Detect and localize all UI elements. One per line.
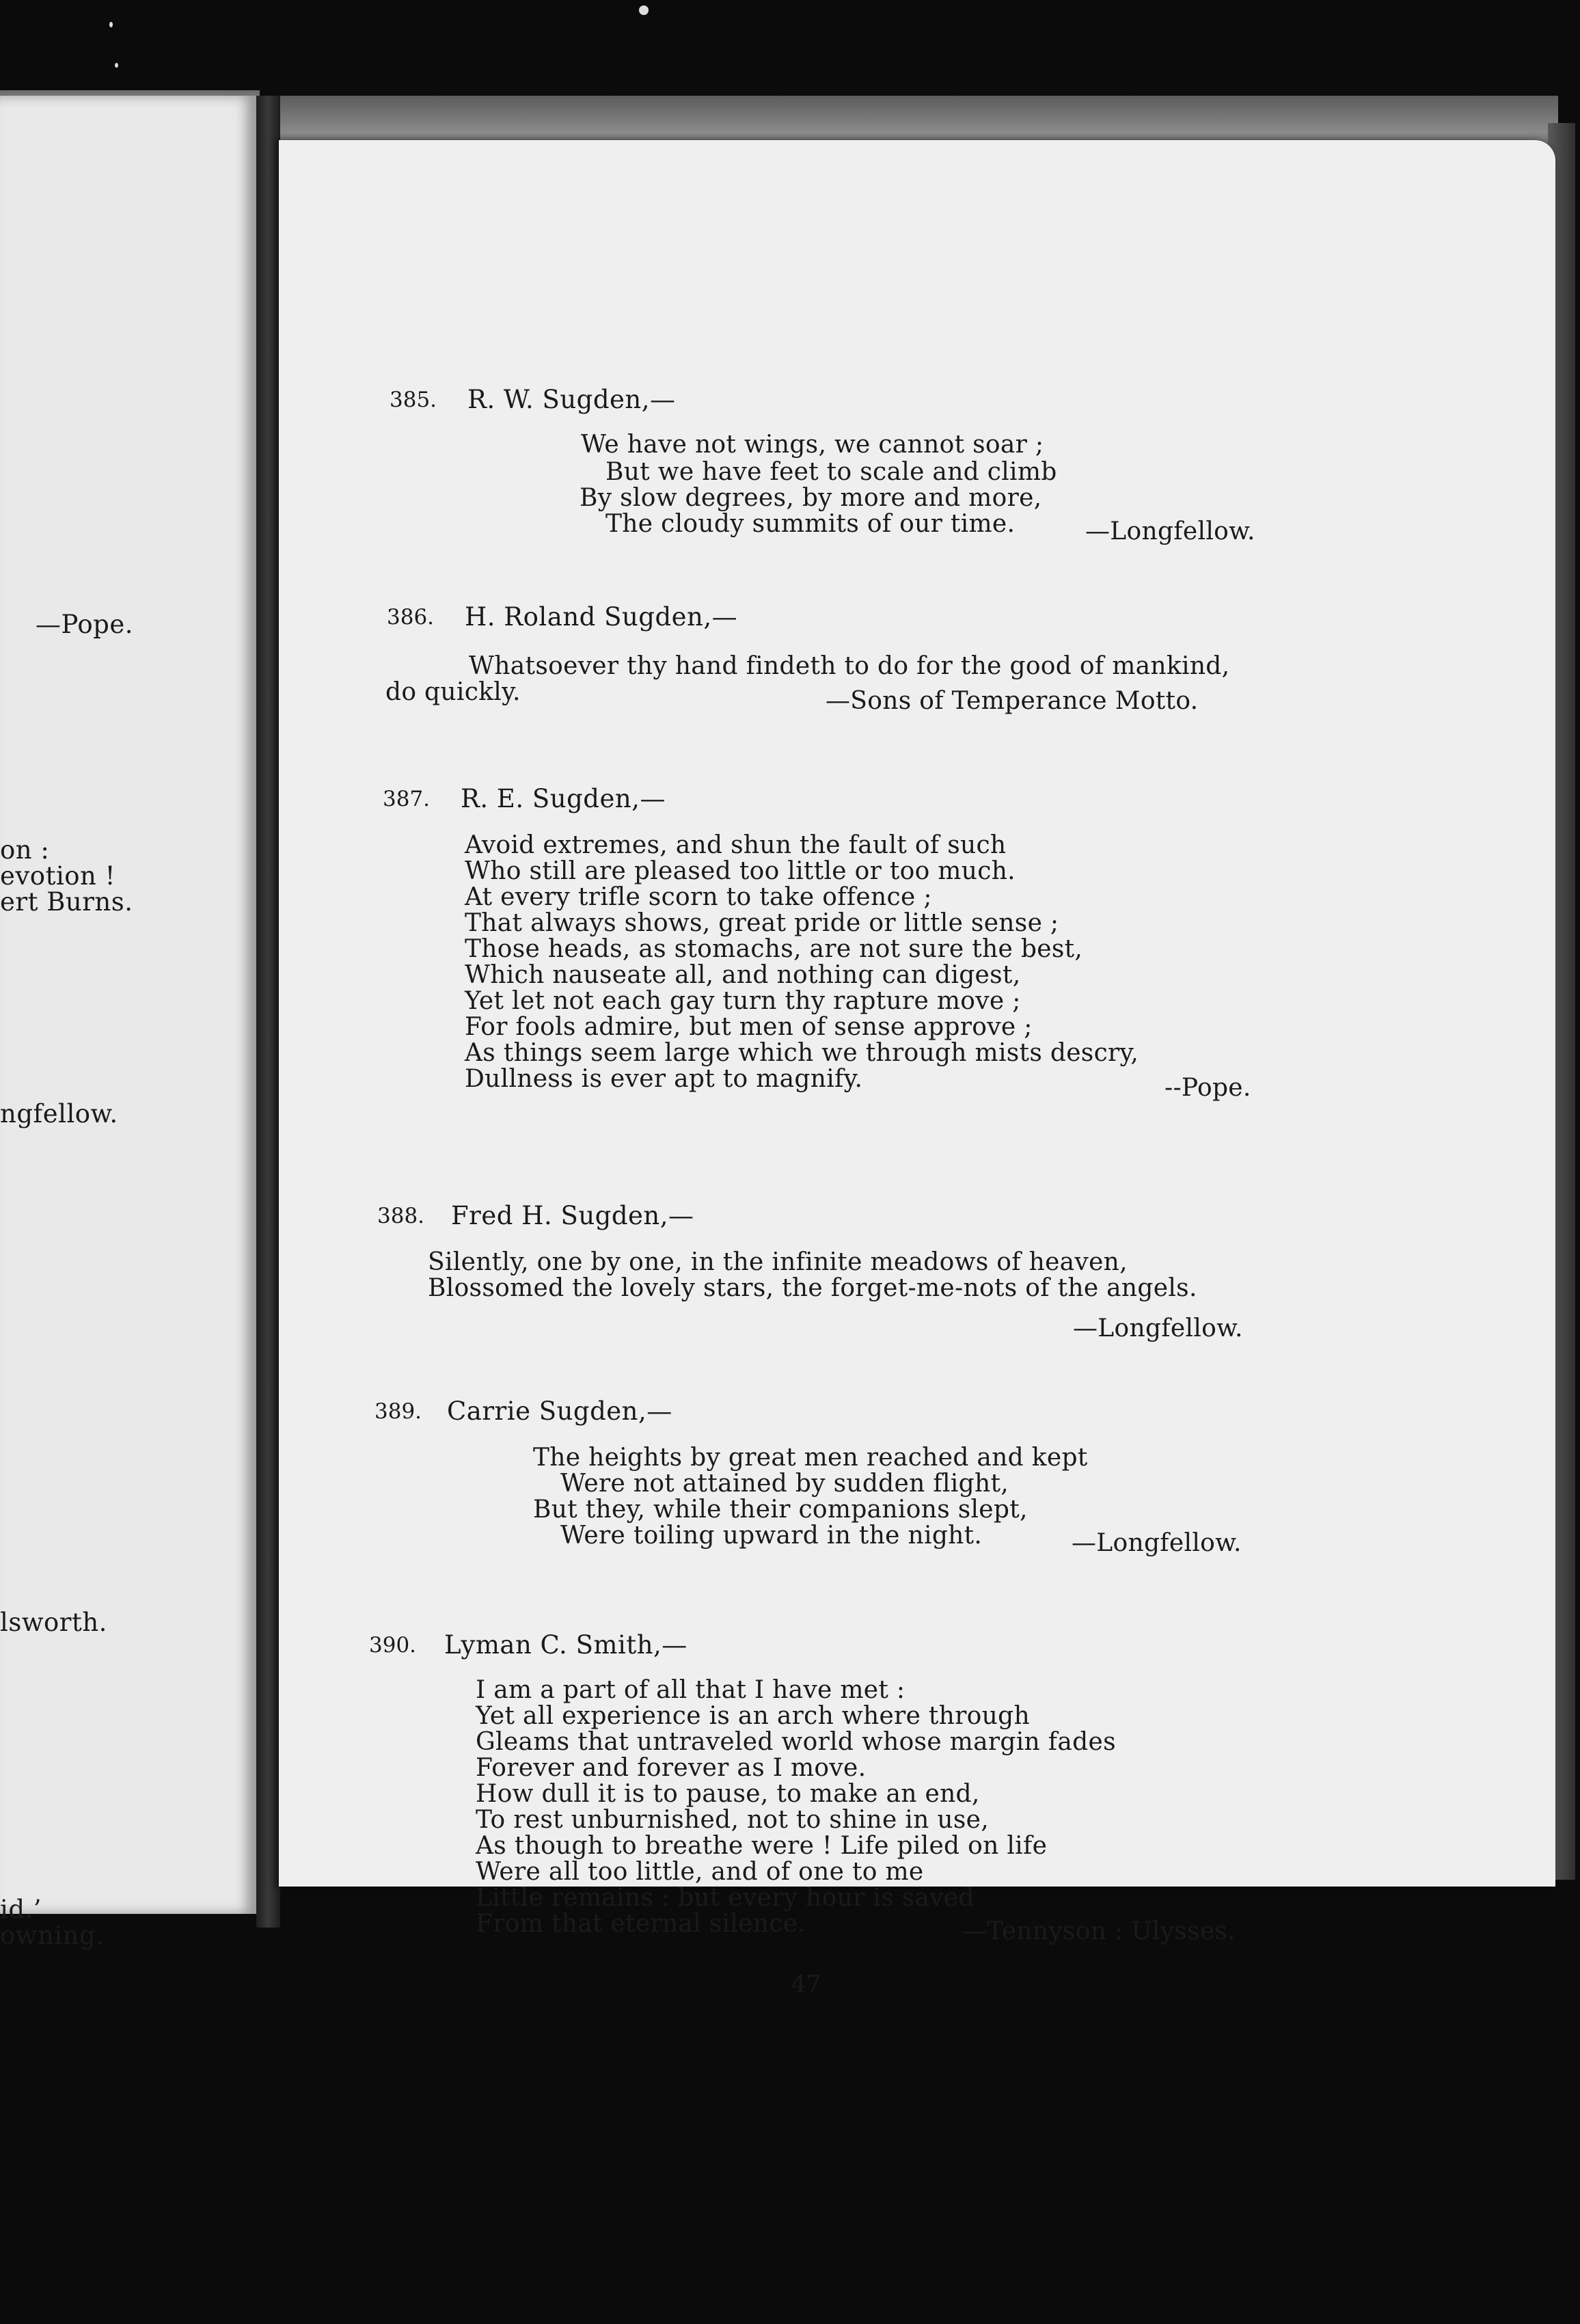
background-speck (115, 63, 118, 68)
entry-number: 389. (374, 1399, 422, 1424)
left-fragment: ngfellow. (0, 1099, 118, 1129)
quote-line: Forever and forever as I move. (476, 1754, 867, 1782)
quote-line: Dullness is ever apt to magnify. (465, 1065, 863, 1093)
book-page (279, 140, 1555, 1998)
quote-line: But we have feet to scale and climb (605, 458, 1057, 486)
quote-attribution: —Tennyson : Ulysses. (962, 1917, 1236, 1945)
entry-number: 386. (387, 605, 435, 630)
left-fragment: evotion ! (0, 861, 116, 891)
entry-name: Fred H. Sugden,— (451, 1201, 694, 1230)
background-speck (639, 5, 649, 15)
quote-line: The cloudy summits of our time. (605, 510, 1016, 538)
quote-line: The heights by great men reached and kept (533, 1444, 1088, 1472)
quote-line: Were toiling upward in the night. (560, 1522, 983, 1550)
quote-line: Those heads, as stomachs, are not sure the best, (465, 935, 1083, 963)
left-fragment: lsworth. (0, 1608, 107, 1637)
quote-line: Little remains : but every hour is saved (476, 1884, 975, 1912)
quote-line: Whatsoever thy hand findeth to do for the good of mankind, (469, 652, 1230, 680)
left-fragment: ert Burns. (0, 887, 133, 917)
quote-line: Were all too little, and of one to me (476, 1858, 924, 1886)
entry-name: R. W. Sugden,— (467, 385, 676, 414)
quote-line: How dull it is to pause, to make an end, (476, 1780, 980, 1808)
quote-line: We have not wings, we cannot soar ; (581, 431, 1044, 459)
quote-line: But they, while their companions slept, (533, 1496, 1028, 1524)
quote-attribution: --Pope. (1164, 1074, 1251, 1102)
quote-line: For fools admire, but men of sense approve ; (465, 1013, 1033, 1041)
left-fragment: id.’ (0, 1895, 42, 1924)
entry-number: 388. (377, 1204, 425, 1228)
left-fragment: owning. (0, 1921, 105, 1950)
quote-attribution: —Longfellow. (1072, 1529, 1242, 1557)
entry-name: H. Roland Sugden,— (465, 602, 738, 632)
left-fragment: —Pope. (36, 610, 134, 639)
quote-line: At every trifle scorn to take offence ; (465, 883, 932, 911)
quote-line: Yet let not each gay turn thy rapture move ; (465, 987, 1021, 1015)
quote-line: Blossomed the lovely stars, the forget-me-nots of the angels. (428, 1274, 1197, 1302)
entry-number: 387. (383, 787, 431, 811)
quote-line: As things seem large which we through mists descry, (465, 1039, 1139, 1067)
quote-line: Who still are pleased too little or too much. (465, 857, 1016, 885)
left-fragment: on : (0, 835, 50, 865)
quote-line: Which nauseate all, and nothing can digest, (465, 961, 1021, 989)
background-speck (109, 22, 113, 27)
quote-line: Were not attained by sudden flight, (560, 1470, 1009, 1498)
entry-name: Lyman C. Smith,— (444, 1630, 687, 1660)
quote-line: Silently, one by one, in the infinite meadows of heaven, (428, 1248, 1128, 1276)
quote-line: I am a part of all that I have met : (476, 1676, 905, 1704)
quote-attribution: —Sons of Temperance Motto. (826, 687, 1199, 715)
entry-number: 385. (390, 388, 437, 412)
quote-attribution: —Longfellow. (1085, 517, 1255, 545)
entry-name: R. E. Sugden,— (461, 784, 666, 813)
quote-line: To rest unburnished, not to shine in use, (476, 1806, 989, 1834)
entry-number: 390. (369, 1633, 417, 1658)
book-spine (256, 96, 280, 1928)
quote-line: That always shows, great pride or little sense ; (465, 909, 1059, 937)
quote-attribution: —Longfellow. (1073, 1314, 1243, 1342)
quote-line: By slow degrees, by more and more, (580, 484, 1042, 512)
quote-line: From that eternal silence. (476, 1910, 806, 1938)
quote-line: do quickly. (385, 678, 521, 706)
quote-line: Avoid extremes, and shun the fault of such (465, 831, 1007, 859)
quote-line: Gleams that untraveled world whose margin fades (476, 1728, 1116, 1756)
quote-line: Yet all experience is an arch where through (476, 1702, 1030, 1730)
page-number: 47 (791, 1971, 821, 1998)
entry-name: Carrie Sugden,— (447, 1396, 672, 1426)
left-facing-page (0, 96, 256, 1950)
quote-line: As though to breathe were ! Life piled on life (476, 1832, 1048, 1860)
